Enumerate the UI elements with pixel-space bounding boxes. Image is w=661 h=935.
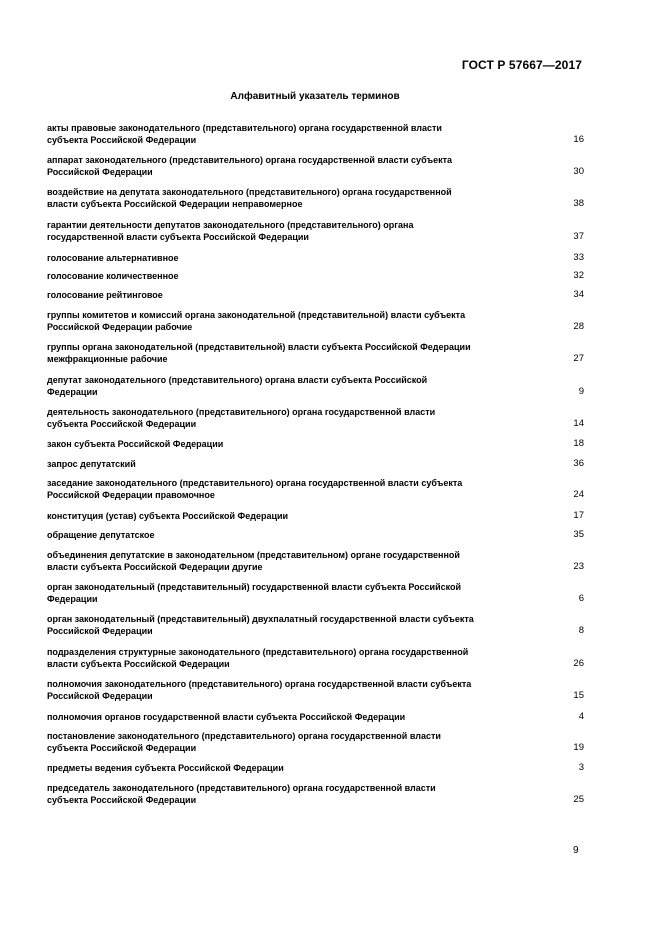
index-entry xyxy=(47,711,584,723)
index-page-ref: 30 xyxy=(573,166,584,177)
index-entry xyxy=(47,782,584,806)
index-entry xyxy=(47,762,584,774)
index-page-ref: 6 xyxy=(578,593,584,604)
index-entry xyxy=(47,219,584,243)
index-term: депутат законодательного (представительного) органа власти субъекта Российской Федерации xyxy=(47,375,428,397)
index-term: председатель законодательного (представительного) органа государственной власти субъекта Российской Федерации xyxy=(47,783,436,805)
index-term: голосование количественное xyxy=(47,271,179,281)
index-page-ref: 36 xyxy=(573,458,584,469)
index-page-ref: 14 xyxy=(573,418,584,429)
index-page-ref: 32 xyxy=(573,270,584,281)
index-page-ref: 27 xyxy=(573,353,584,364)
index-page-ref: 15 xyxy=(573,690,584,701)
index-entry xyxy=(47,406,584,430)
index-entry xyxy=(47,549,584,573)
index-term: постановление законодательного (представительного) органа государственной власти субъекта Российской Федерации xyxy=(47,731,441,753)
index-term: полномочия органов государственной власти субъекта Российской Федерации xyxy=(47,712,406,722)
index-page-ref: 35 xyxy=(573,529,584,540)
document-code: ГОСТ Р 57667—2017 xyxy=(461,58,582,72)
index-term: орган законодательный (представительный) двухпалатный государственной власти субъекта Российской Федерации xyxy=(47,614,474,636)
index-page-ref: 24 xyxy=(573,489,584,500)
index-term: акты правовые законодательного (представительного) органа государственной власти субъекта Российской Федерации xyxy=(47,123,442,145)
index-entry xyxy=(47,613,584,637)
index-page-ref: 37 xyxy=(573,231,584,242)
index-page-ref: 16 xyxy=(573,134,584,145)
index-entry xyxy=(47,510,584,522)
index-entry xyxy=(47,581,584,605)
index-page-ref: 34 xyxy=(573,289,584,300)
index-term: конституция (устав) субъекта Российской Федерации xyxy=(47,511,289,521)
index-term: заседание законодательного (представительного) органа государственной власти субъекта Российской Федерации правомочное xyxy=(47,478,463,500)
index-term: группы комитетов и комиссий органа законодательной (представительной) власти субъекта Российской Федерации рабочие xyxy=(47,310,466,332)
index-term: полномочия законодательного (представительного) органа государственной власти субъекта Российской Федерации xyxy=(47,679,472,701)
index-page-ref: 26 xyxy=(573,658,584,669)
index-title: Алфавитный указатель терминов xyxy=(230,91,400,102)
index-term: деятельность законодательного (представительного) органа государственной власти субъекта Российской Федерации xyxy=(47,407,436,429)
index-entry xyxy=(47,122,584,146)
index-page-ref: 18 xyxy=(573,438,584,449)
index-page-ref: 23 xyxy=(573,561,584,572)
page-number: 9 xyxy=(573,845,579,856)
index-entry xyxy=(47,289,584,301)
index-term: голосование альтернативное xyxy=(47,253,179,263)
index-entry xyxy=(47,646,584,670)
index-page-ref: 8 xyxy=(578,625,584,636)
index-term: запрос депутатский xyxy=(47,459,136,469)
index-entry xyxy=(47,252,584,264)
index-entry xyxy=(47,154,584,178)
index-page-ref: 4 xyxy=(578,711,584,722)
index-page-ref: 33 xyxy=(573,252,584,263)
index-term: закон субъекта Российской Федерации xyxy=(47,439,224,449)
index-entry xyxy=(47,458,584,470)
index-page-ref: 9 xyxy=(578,386,584,397)
index-page-ref: 3 xyxy=(578,762,584,773)
index-page-ref: 28 xyxy=(573,321,584,332)
index-entry xyxy=(47,438,584,450)
index-term: голосование рейтинговое xyxy=(47,290,163,300)
index-page-ref: 19 xyxy=(573,742,584,753)
index-entry xyxy=(47,730,584,754)
index-term: воздействие на депутата законодательного (представительного) органа государственной власти субъекта Российской Федерации неправомерное xyxy=(47,187,452,209)
index-entry xyxy=(47,270,584,282)
index-entry xyxy=(47,678,584,702)
index-page-ref: 38 xyxy=(573,198,584,209)
index-entry xyxy=(47,374,584,398)
index-term: гарантии деятельности депутатов законодательного (представительного) органа государственной власти субъекта Российской Федерации xyxy=(47,220,414,242)
index-page-ref: 17 xyxy=(573,510,584,521)
index-entry xyxy=(47,309,584,333)
index-term: орган законодательный (представительный) государственной власти субъекта Российской Федерации xyxy=(47,582,462,604)
index-entry xyxy=(47,477,584,501)
index-term: объединения депутатские в законодательном (представительном) органе государственной власти субъекта Российской Федерации другие xyxy=(47,550,460,572)
index-term: предметы ведения субъекта Российской Федерации xyxy=(47,763,284,773)
index-term: группы органа законодательной (представительной) власти субъекта Российской Федерации межфракционные рабочие xyxy=(47,342,471,364)
index-term: аппарат законодательного (представительного) органа государственной власти субъекта Российской Федерации xyxy=(47,155,452,177)
index-entry xyxy=(47,529,584,541)
index-entry xyxy=(47,341,584,365)
index-page-ref: 25 xyxy=(573,794,584,805)
index-entry xyxy=(47,186,584,210)
index-term: подразделения структурные законодательного (представительного) органа государственной власти субъекта Российской Федерации xyxy=(47,647,469,669)
index-term: обращение депутатское xyxy=(47,530,155,540)
